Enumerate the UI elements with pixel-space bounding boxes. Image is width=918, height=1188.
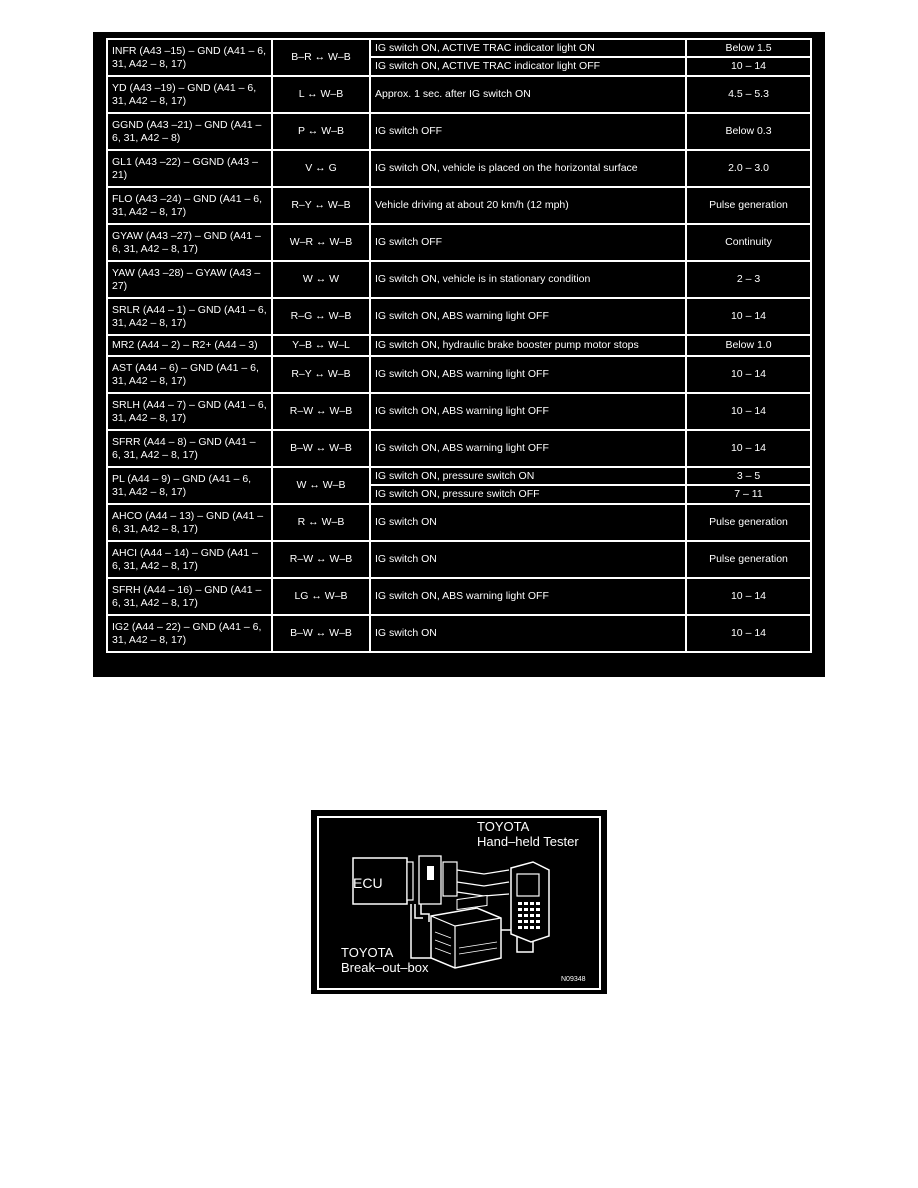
figure-frame [317,816,601,990]
tester-label-brand: TOYOTA [477,819,530,834]
wire-color-cell: B–W ↔ W–B [272,615,370,652]
specified-value-cell: 10 – 14 [686,298,811,335]
specified-value-cell: Below 0.3 [686,113,811,150]
table-row [107,187,811,224]
condition-cell: IG switch ON, ABS warning light OFF [370,393,686,430]
specified-value-cell: 10 – 14 [686,393,811,430]
table-row [107,150,811,187]
wire-color-cell: Y–B ↔ W–L [272,335,370,356]
specified-value-cell: 3 – 5 [686,467,811,485]
condition-cell: IG switch ON, ACTIVE TRAC indicator light ON [370,39,686,57]
condition-cell: IG switch ON, pressure switch ON [370,467,686,485]
condition-cell: IG switch ON [370,504,686,541]
terminal-cell: SFRR (A44 – 8) – GND (A41 – 6, 31, A42 – 8, 17) [107,430,272,467]
specified-value-cell: 2 – 3 [686,261,811,298]
condition-cell: IG switch ON, pressure switch OFF [370,485,686,504]
terminal-voltage-table [106,38,812,653]
condition-cell: IG switch ON, ACTIVE TRAC indicator light OFF [370,57,686,76]
tester-connection-figure [311,810,607,994]
condition-cell: IG switch ON, ABS warning light OFF [370,430,686,467]
table-row [107,541,811,578]
specified-value-cell: 4.5 – 5.3 [686,76,811,113]
table-row [107,39,811,57]
wire-color-cell: R ↔ W–B [272,504,370,541]
wire-color-cell: LG ↔ W–B [272,578,370,615]
terminal-cell: SRLH (A44 – 7) – GND (A41 – 6, 31, A42 – 8, 17) [107,393,272,430]
table-row [107,393,811,430]
table-row [107,298,811,335]
specified-value-cell: Continuity [686,224,811,261]
specified-value-cell: Pulse generation [686,504,811,541]
terminal-cell: YAW (A43 –28) – GYAW (A43 –27) [107,261,272,298]
terminal-cell: AHCO (A44 – 13) – GND (A41 – 6, 31, A42 – 8, 17) [107,504,272,541]
condition-cell: IG switch OFF [370,224,686,261]
terminal-cell: MR2 (A44 – 2) – R2+ (A44 – 3) [107,335,272,356]
table-row [107,261,811,298]
table-row [107,113,811,150]
terminal-cell: AHCI (A44 – 14) – GND (A41 – 6, 31, A42 – 8, 17) [107,541,272,578]
wire-color-cell: R–W ↔ W–B [272,541,370,578]
condition-cell: Vehicle driving at about 20 km/h (12 mph) [370,187,686,224]
wire-color-cell: B–R ↔ W–B [272,39,370,76]
specified-value-cell: 7 – 11 [686,485,811,504]
terminal-cell: AST (A44 – 6) – GND (A41 – 6, 31, A42 – 8, 17) [107,356,272,393]
table-row [107,578,811,615]
wire-color-cell: W ↔ W [272,261,370,298]
wire-color-cell: W ↔ W–B [272,467,370,504]
wire-color-cell: B–W ↔ W–B [272,430,370,467]
terminal-cell: INFR (A43 –15) – GND (A41 – 6, 31, A42 – 8, 17) [107,39,272,76]
specified-value-cell: Below 1.0 [686,335,811,356]
breakout-box-label-brand: TOYOTA [341,945,394,960]
terminal-cell: GGND (A43 –21) – GND (A41 – 6, 31, A42 – 8) [107,113,272,150]
condition-cell: IG switch ON, ABS warning light OFF [370,578,686,615]
terminal-cell: YD (A43 –19) – GND (A41 – 6, 31, A42 – 8, 17) [107,76,272,113]
wire-color-cell: L ↔ W–B [272,76,370,113]
condition-cell: IG switch OFF [370,113,686,150]
table-row [107,224,811,261]
table-row [107,430,811,467]
wire-color-cell: R–G ↔ W–B [272,298,370,335]
tester-label-name: Hand–held Tester [477,834,579,849]
terminal-inspection-panel [93,32,825,677]
table-row [107,615,811,652]
terminal-cell: GL1 (A43 –22) – GGND (A43 –21) [107,150,272,187]
specified-value-cell: 10 – 14 [686,57,811,76]
table-row [107,504,811,541]
terminal-cell: FLO (A43 –24) – GND (A41 – 6, 31, A42 – 8, 17) [107,187,272,224]
ecu-label: ECU [353,875,383,891]
specified-value-cell: Pulse generation [686,541,811,578]
condition-cell: Approx. 1 sec. after IG switch ON [370,76,686,113]
terminal-cell: SFRH (A44 – 16) – GND (A41 – 6, 31, A42 – 8, 17) [107,578,272,615]
wire-color-cell: W–R ↔ W–B [272,224,370,261]
terminal-cell: PL (A44 – 9) – GND (A41 – 6, 31, A42 – 8, 17) [107,467,272,504]
wire-color-cell: R–Y ↔ W–B [272,356,370,393]
specified-value-cell: 2.0 – 3.0 [686,150,811,187]
specified-value-cell: 10 – 14 [686,430,811,467]
breakout-box-label-name: Break–out–box [341,960,429,975]
wire-color-cell: V ↔ G [272,150,370,187]
condition-cell: IG switch ON, ABS warning light OFF [370,298,686,335]
condition-cell: IG switch ON [370,541,686,578]
specified-value-cell: 10 – 14 [686,615,811,652]
specified-value-cell: 10 – 14 [686,356,811,393]
specified-value-cell: Pulse generation [686,187,811,224]
figure-id: N09348 [561,976,586,983]
condition-cell: IG switch ON, hydraulic brake booster pump motor stops [370,335,686,356]
terminal-cell: IG2 (A44 – 22) – GND (A41 – 6, 31, A42 – 8, 17) [107,615,272,652]
condition-cell: IG switch ON, vehicle is placed on the horizontal surface [370,150,686,187]
condition-cell: IG switch ON, vehicle is in stationary condition [370,261,686,298]
wire-color-cell: R–Y ↔ W–B [272,187,370,224]
specified-value-cell: 10 – 14 [686,578,811,615]
terminal-cell: GYAW (A43 –27) – GND (A41 – 6, 31, A42 – 8, 17) [107,224,272,261]
breakout-box-icon [431,908,501,968]
table-row [107,335,811,356]
wire-color-cell: P ↔ W–B [272,113,370,150]
specified-value-cell: Below 1.5 [686,39,811,57]
table-row [107,467,811,485]
table-row [107,356,811,393]
table-row [107,76,811,113]
terminal-cell: SRLR (A44 – 1) – GND (A41 – 6, 31, A42 – 8, 17) [107,298,272,335]
condition-cell: IG switch ON, ABS warning light OFF [370,356,686,393]
condition-cell: IG switch ON [370,615,686,652]
wire-color-cell: R–W ↔ W–B [272,393,370,430]
